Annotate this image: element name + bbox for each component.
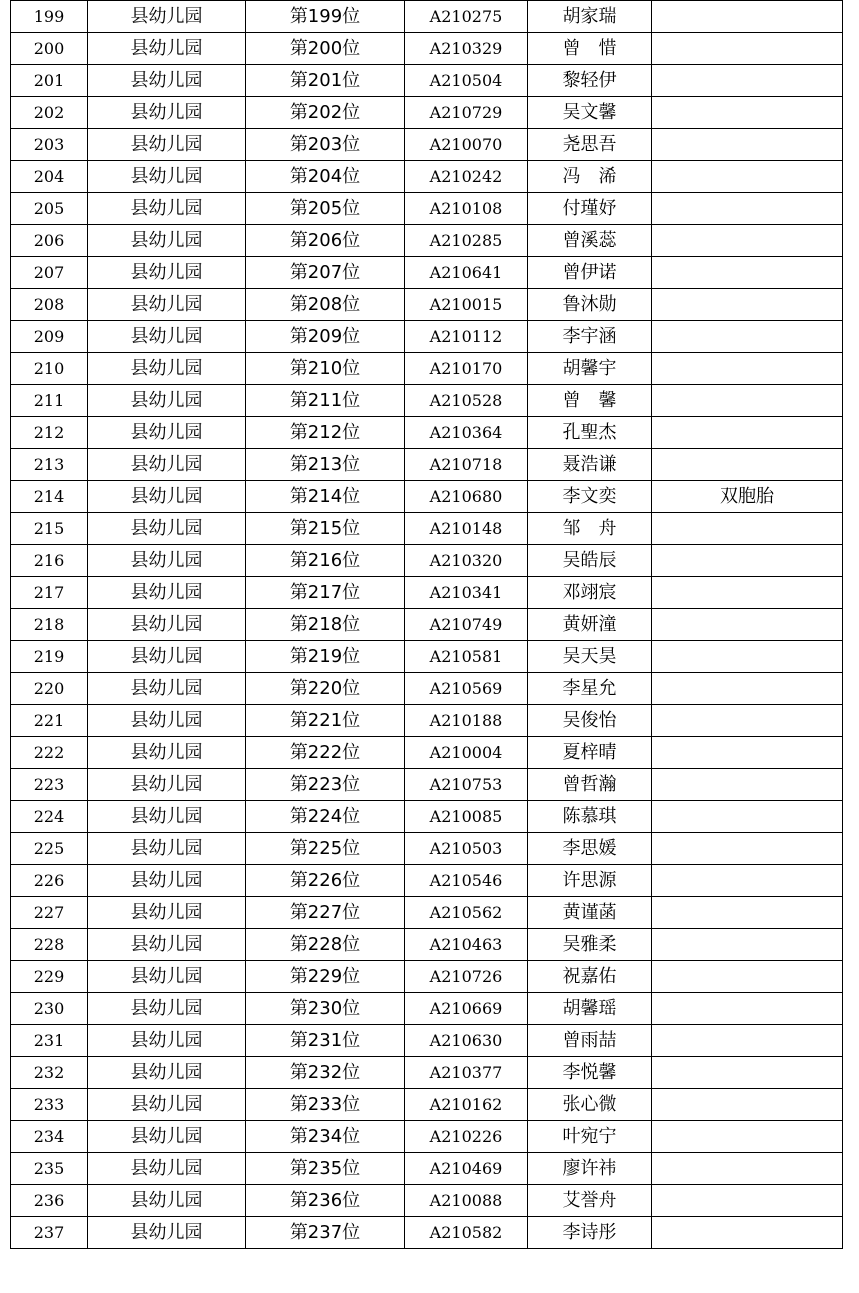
unit-cell: 县幼儿园 — [88, 897, 246, 929]
note-cell — [652, 1153, 843, 1185]
applicant-code-cell: A210630 — [405, 1025, 528, 1057]
note-cell — [652, 33, 843, 65]
unit-cell: 县幼儿园 — [88, 545, 246, 577]
table-row — [11, 1121, 843, 1153]
child-name-cell: 尧思吾 — [528, 129, 652, 161]
child-name-cell: 黄谨菡 — [528, 897, 652, 929]
applicant-code-cell: A210275 — [405, 1, 528, 33]
child-name-cell: 廖许祎 — [528, 1153, 652, 1185]
row-index-cell: 230 — [11, 993, 88, 1025]
unit-cell: 县幼儿园 — [88, 961, 246, 993]
table-row — [11, 929, 843, 961]
note-cell — [652, 1, 843, 33]
unit-cell: 县幼儿园 — [88, 833, 246, 865]
note-cell — [652, 1185, 843, 1217]
applicant-code-cell: A210504 — [405, 65, 528, 97]
note-cell — [652, 641, 843, 673]
unit-cell: 县幼儿园 — [88, 161, 246, 193]
applicant-code-cell: A210377 — [405, 1057, 528, 1089]
note-cell — [652, 577, 843, 609]
rank-cell: 第229位 — [246, 961, 405, 993]
rank-cell: 第201位 — [246, 65, 405, 97]
unit-cell: 县幼儿园 — [88, 737, 246, 769]
child-name-cell: 曾 馨 — [528, 385, 652, 417]
table-row — [11, 641, 843, 673]
applicant-code-cell: A210112 — [405, 321, 528, 353]
rank-cell: 第228位 — [246, 929, 405, 961]
child-name-cell: 艾誉舟 — [528, 1185, 652, 1217]
note-cell — [652, 1121, 843, 1153]
rank-cell: 第220位 — [246, 673, 405, 705]
unit-cell: 县幼儿园 — [88, 769, 246, 801]
note-cell — [652, 961, 843, 993]
note-cell — [652, 1057, 843, 1089]
unit-cell: 县幼儿园 — [88, 1185, 246, 1217]
applicant-code-cell: A210680 — [405, 481, 528, 513]
child-name-cell: 许思源 — [528, 865, 652, 897]
applicant-code-cell: A210148 — [405, 513, 528, 545]
note-cell — [652, 1089, 843, 1121]
table-row — [11, 1153, 843, 1185]
note-cell — [652, 449, 843, 481]
table-body — [11, 1, 843, 1249]
table-row — [11, 1, 843, 33]
child-name-cell: 曾雨喆 — [528, 1025, 652, 1057]
unit-cell: 县幼儿园 — [88, 1217, 246, 1249]
rank-cell: 第216位 — [246, 545, 405, 577]
table-row — [11, 481, 843, 513]
table-row — [11, 161, 843, 193]
child-name-cell: 冯 浠 — [528, 161, 652, 193]
applicant-code-cell: A210170 — [405, 353, 528, 385]
applicant-code-cell: A210108 — [405, 193, 528, 225]
child-name-cell: 李思媛 — [528, 833, 652, 865]
unit-cell: 县幼儿园 — [88, 1121, 246, 1153]
rank-cell: 第207位 — [246, 257, 405, 289]
unit-cell: 县幼儿园 — [88, 705, 246, 737]
child-name-cell: 鲁沐勋 — [528, 289, 652, 321]
unit-cell: 县幼儿园 — [88, 641, 246, 673]
row-index-cell: 225 — [11, 833, 88, 865]
note-cell — [652, 65, 843, 97]
rank-cell: 第226位 — [246, 865, 405, 897]
applicant-code-cell: A210329 — [405, 33, 528, 65]
unit-cell: 县幼儿园 — [88, 1153, 246, 1185]
row-index-cell: 218 — [11, 609, 88, 641]
child-name-cell: 曾哲瀚 — [528, 769, 652, 801]
child-name-cell: 胡家瑞 — [528, 1, 652, 33]
row-index-cell: 202 — [11, 97, 88, 129]
note-cell — [652, 865, 843, 897]
unit-cell: 县幼儿园 — [88, 993, 246, 1025]
applicant-code-cell: A210070 — [405, 129, 528, 161]
row-index-cell: 231 — [11, 1025, 88, 1057]
table-row — [11, 897, 843, 929]
table-row — [11, 33, 843, 65]
note-cell — [652, 97, 843, 129]
applicant-code-cell: A210162 — [405, 1089, 528, 1121]
rank-cell: 第231位 — [246, 1025, 405, 1057]
note-cell — [652, 129, 843, 161]
row-index-cell: 213 — [11, 449, 88, 481]
child-name-cell: 孔聖杰 — [528, 417, 652, 449]
child-name-cell: 邓翊宸 — [528, 577, 652, 609]
applicant-code-cell: A210188 — [405, 705, 528, 737]
row-index-cell: 232 — [11, 1057, 88, 1089]
table-row — [11, 225, 843, 257]
applicant-code-cell: A210562 — [405, 897, 528, 929]
row-index-cell: 229 — [11, 961, 88, 993]
applicant-code-cell: A210015 — [405, 289, 528, 321]
table-row — [11, 673, 843, 705]
rank-cell: 第234位 — [246, 1121, 405, 1153]
rank-cell: 第208位 — [246, 289, 405, 321]
note-cell: 双胞胎 — [652, 481, 843, 513]
applicant-code-cell: A210729 — [405, 97, 528, 129]
note-cell — [652, 225, 843, 257]
unit-cell: 县幼儿园 — [88, 225, 246, 257]
rank-cell: 第221位 — [246, 705, 405, 737]
table-row — [11, 417, 843, 449]
child-name-cell: 李宇涵 — [528, 321, 652, 353]
row-index-cell: 209 — [11, 321, 88, 353]
child-name-cell: 吴天昊 — [528, 641, 652, 673]
child-name-cell: 曾溪蕊 — [528, 225, 652, 257]
applicant-code-cell: A210085 — [405, 801, 528, 833]
unit-cell: 县幼儿园 — [88, 385, 246, 417]
unit-cell: 县幼儿园 — [88, 513, 246, 545]
rank-cell: 第206位 — [246, 225, 405, 257]
child-name-cell: 叶宛宁 — [528, 1121, 652, 1153]
child-name-cell: 李诗彤 — [528, 1217, 652, 1249]
unit-cell: 县幼儿园 — [88, 1, 246, 33]
row-index-cell: 223 — [11, 769, 88, 801]
child-name-cell: 陈慕琪 — [528, 801, 652, 833]
child-name-cell: 胡馨宇 — [528, 353, 652, 385]
child-name-cell: 付瑾妤 — [528, 193, 652, 225]
rank-cell: 第233位 — [246, 1089, 405, 1121]
rank-cell: 第214位 — [246, 481, 405, 513]
note-cell — [652, 385, 843, 417]
rank-cell: 第217位 — [246, 577, 405, 609]
row-index-cell: 227 — [11, 897, 88, 929]
child-name-cell: 吴文馨 — [528, 97, 652, 129]
applicant-code-cell: A210546 — [405, 865, 528, 897]
applicant-code-cell: A210718 — [405, 449, 528, 481]
rank-cell: 第223位 — [246, 769, 405, 801]
row-index-cell: 216 — [11, 545, 88, 577]
row-index-cell: 206 — [11, 225, 88, 257]
table-row — [11, 705, 843, 737]
rank-cell: 第236位 — [246, 1185, 405, 1217]
table-row — [11, 737, 843, 769]
row-index-cell: 201 — [11, 65, 88, 97]
row-index-cell: 203 — [11, 129, 88, 161]
table-row — [11, 609, 843, 641]
applicant-code-cell: A210341 — [405, 577, 528, 609]
applicant-code-cell: A210088 — [405, 1185, 528, 1217]
row-index-cell: 234 — [11, 1121, 88, 1153]
note-cell — [652, 353, 843, 385]
note-cell — [652, 513, 843, 545]
child-name-cell: 李文奕 — [528, 481, 652, 513]
rank-cell: 第230位 — [246, 993, 405, 1025]
child-name-cell: 吴雅柔 — [528, 929, 652, 961]
applicant-code-cell: A210004 — [405, 737, 528, 769]
applicant-code-cell: A210242 — [405, 161, 528, 193]
table-row — [11, 289, 843, 321]
table-row — [11, 1089, 843, 1121]
applicant-code-cell: A210581 — [405, 641, 528, 673]
child-name-cell: 曾伊诺 — [528, 257, 652, 289]
unit-cell: 县幼儿园 — [88, 1089, 246, 1121]
rank-cell: 第232位 — [246, 1057, 405, 1089]
table-row — [11, 865, 843, 897]
table-row — [11, 129, 843, 161]
note-cell — [652, 769, 843, 801]
applicant-code-cell: A210463 — [405, 929, 528, 961]
rank-cell: 第210位 — [246, 353, 405, 385]
applicant-code-cell: A210569 — [405, 673, 528, 705]
child-name-cell: 邹 舟 — [528, 513, 652, 545]
table-row — [11, 385, 843, 417]
unit-cell: 县幼儿园 — [88, 321, 246, 353]
row-index-cell: 211 — [11, 385, 88, 417]
unit-cell: 县幼儿园 — [88, 865, 246, 897]
rank-cell: 第225位 — [246, 833, 405, 865]
row-index-cell: 205 — [11, 193, 88, 225]
rank-cell: 第199位 — [246, 1, 405, 33]
admission-list — [10, 0, 843, 1249]
child-name-cell: 胡馨瑶 — [528, 993, 652, 1025]
child-name-cell: 李悦馨 — [528, 1057, 652, 1089]
unit-cell: 县幼儿园 — [88, 481, 246, 513]
child-name-cell: 张心微 — [528, 1089, 652, 1121]
note-cell — [652, 257, 843, 289]
table-row — [11, 993, 843, 1025]
applicant-code-cell: A210528 — [405, 385, 528, 417]
unit-cell: 县幼儿园 — [88, 257, 246, 289]
unit-cell: 县幼儿园 — [88, 289, 246, 321]
child-name-cell: 吴俊怡 — [528, 705, 652, 737]
row-index-cell: 210 — [11, 353, 88, 385]
applicant-code-cell: A210469 — [405, 1153, 528, 1185]
row-index-cell: 208 — [11, 289, 88, 321]
unit-cell: 县幼儿园 — [88, 673, 246, 705]
applicant-code-cell: A210669 — [405, 993, 528, 1025]
table-row — [11, 577, 843, 609]
table-row — [11, 321, 843, 353]
rank-cell: 第209位 — [246, 321, 405, 353]
row-index-cell: 219 — [11, 641, 88, 673]
applicant-code-cell: A210503 — [405, 833, 528, 865]
row-index-cell: 220 — [11, 673, 88, 705]
table-row — [11, 449, 843, 481]
note-cell — [652, 897, 843, 929]
unit-cell: 县幼儿园 — [88, 449, 246, 481]
table-row — [11, 1057, 843, 1089]
applicant-code-cell: A210641 — [405, 257, 528, 289]
applicant-code-cell: A210285 — [405, 225, 528, 257]
note-cell — [652, 417, 843, 449]
row-index-cell: 233 — [11, 1089, 88, 1121]
note-cell — [652, 1217, 843, 1249]
row-index-cell: 212 — [11, 417, 88, 449]
unit-cell: 县幼儿园 — [88, 609, 246, 641]
row-index-cell: 221 — [11, 705, 88, 737]
child-name-cell: 李星允 — [528, 673, 652, 705]
rank-cell: 第212位 — [246, 417, 405, 449]
note-cell — [652, 321, 843, 353]
row-index-cell: 207 — [11, 257, 88, 289]
applicant-code-cell: A210726 — [405, 961, 528, 993]
table-row — [11, 193, 843, 225]
rank-cell: 第219位 — [246, 641, 405, 673]
rank-cell: 第204位 — [246, 161, 405, 193]
unit-cell: 县幼儿园 — [88, 97, 246, 129]
note-cell — [652, 193, 843, 225]
applicant-code-cell: A210582 — [405, 1217, 528, 1249]
child-name-cell: 黎轻伊 — [528, 65, 652, 97]
note-cell — [652, 737, 843, 769]
applicant-code-cell: A210364 — [405, 417, 528, 449]
rank-cell: 第202位 — [246, 97, 405, 129]
unit-cell: 县幼儿园 — [88, 33, 246, 65]
row-index-cell: 199 — [11, 1, 88, 33]
note-cell — [652, 609, 843, 641]
rank-cell: 第200位 — [246, 33, 405, 65]
row-index-cell: 228 — [11, 929, 88, 961]
row-index-cell: 235 — [11, 1153, 88, 1185]
admission-table — [10, 0, 843, 1249]
note-cell — [652, 1025, 843, 1057]
table-row — [11, 65, 843, 97]
row-index-cell: 204 — [11, 161, 88, 193]
table-row — [11, 833, 843, 865]
rank-cell: 第215位 — [246, 513, 405, 545]
unit-cell: 县幼儿园 — [88, 1025, 246, 1057]
row-index-cell: 237 — [11, 1217, 88, 1249]
unit-cell: 县幼儿园 — [88, 801, 246, 833]
table-row — [11, 1185, 843, 1217]
unit-cell: 县幼儿园 — [88, 129, 246, 161]
child-name-cell: 曾 惜 — [528, 33, 652, 65]
rank-cell: 第227位 — [246, 897, 405, 929]
table-row — [11, 97, 843, 129]
child-name-cell: 祝嘉佑 — [528, 961, 652, 993]
row-index-cell: 236 — [11, 1185, 88, 1217]
rank-cell: 第205位 — [246, 193, 405, 225]
rank-cell: 第203位 — [246, 129, 405, 161]
table-row — [11, 1025, 843, 1057]
table-row — [11, 257, 843, 289]
note-cell — [652, 833, 843, 865]
unit-cell: 县幼儿园 — [88, 353, 246, 385]
note-cell — [652, 161, 843, 193]
applicant-code-cell: A210753 — [405, 769, 528, 801]
row-index-cell: 214 — [11, 481, 88, 513]
row-index-cell: 226 — [11, 865, 88, 897]
applicant-code-cell: A210320 — [405, 545, 528, 577]
table-row — [11, 961, 843, 993]
note-cell — [652, 545, 843, 577]
row-index-cell: 224 — [11, 801, 88, 833]
rank-cell: 第222位 — [246, 737, 405, 769]
unit-cell: 县幼儿园 — [88, 65, 246, 97]
unit-cell: 县幼儿园 — [88, 417, 246, 449]
child-name-cell: 夏梓晴 — [528, 737, 652, 769]
unit-cell: 县幼儿园 — [88, 1057, 246, 1089]
rank-cell: 第218位 — [246, 609, 405, 641]
row-index-cell: 217 — [11, 577, 88, 609]
table-row — [11, 1217, 843, 1249]
unit-cell: 县幼儿园 — [88, 577, 246, 609]
table-row — [11, 801, 843, 833]
unit-cell: 县幼儿园 — [88, 193, 246, 225]
note-cell — [652, 705, 843, 737]
note-cell — [652, 801, 843, 833]
note-cell — [652, 993, 843, 1025]
rank-cell: 第211位 — [246, 385, 405, 417]
rank-cell: 第213位 — [246, 449, 405, 481]
unit-cell: 县幼儿园 — [88, 929, 246, 961]
note-cell — [652, 929, 843, 961]
applicant-code-cell: A210226 — [405, 1121, 528, 1153]
row-index-cell: 222 — [11, 737, 88, 769]
row-index-cell: 215 — [11, 513, 88, 545]
applicant-code-cell: A210749 — [405, 609, 528, 641]
row-index-cell: 200 — [11, 33, 88, 65]
child-name-cell: 吴皓辰 — [528, 545, 652, 577]
rank-cell: 第237位 — [246, 1217, 405, 1249]
child-name-cell: 聂浩谦 — [528, 449, 652, 481]
note-cell — [652, 673, 843, 705]
table-row — [11, 545, 843, 577]
child-name-cell: 黄妍潼 — [528, 609, 652, 641]
table-row — [11, 513, 843, 545]
rank-cell: 第224位 — [246, 801, 405, 833]
table-row — [11, 353, 843, 385]
note-cell — [652, 289, 843, 321]
rank-cell: 第235位 — [246, 1153, 405, 1185]
table-row — [11, 769, 843, 801]
